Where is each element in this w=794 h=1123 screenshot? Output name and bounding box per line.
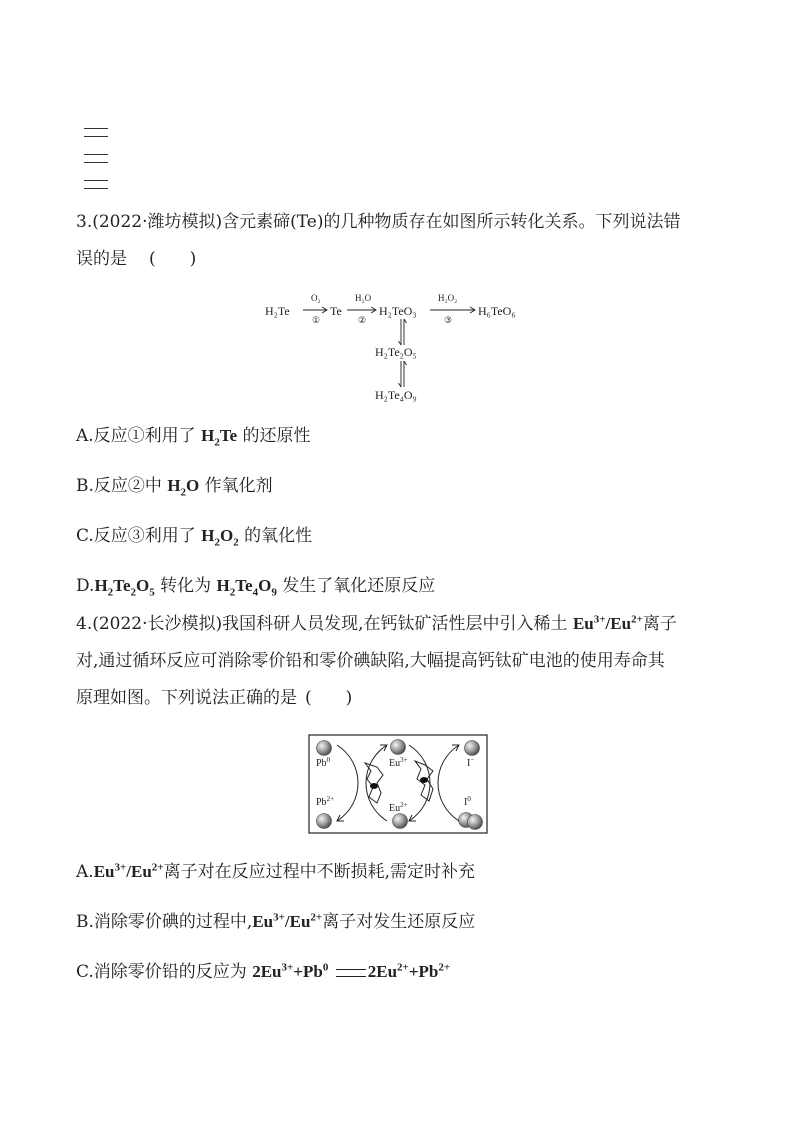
pb2-label: $Pb^{2+}$ bbox=[316, 795, 335, 808]
q3-option-a[interactable] bbox=[76, 424, 311, 448]
formula: +Pb bbox=[293, 962, 323, 981]
te-label: Te bbox=[330, 304, 342, 318]
equals-sign bbox=[336, 969, 366, 977]
decorative-bars bbox=[84, 128, 108, 206]
opt-text: C.反应③利用了 bbox=[76, 526, 202, 546]
formula: Eu bbox=[610, 614, 632, 633]
opt-text: A.反应①利用了 bbox=[76, 426, 202, 446]
question-3-stem bbox=[76, 204, 726, 278]
h2te4o9-label: H₂Te₄O₉ bbox=[375, 388, 417, 402]
formula: Eu bbox=[93, 862, 115, 881]
formula: Te bbox=[113, 576, 131, 595]
r1-number: ① bbox=[312, 315, 321, 325]
q4-option-b[interactable] bbox=[76, 910, 475, 934]
formula: H bbox=[216, 576, 230, 595]
r2-number: ② bbox=[358, 315, 367, 325]
stem-text: 离子 bbox=[642, 614, 677, 634]
formula: / bbox=[605, 614, 611, 633]
decor-bar bbox=[84, 154, 108, 163]
subscript: 2 bbox=[233, 536, 239, 549]
opt-text: 转化为 bbox=[154, 576, 217, 596]
opt-text: D. bbox=[76, 576, 95, 596]
q3-stem-line1: 3.(2022·潍坊模拟)含元素碲(Te)的几种物质存在如图所示转化关系。下列说法错 bbox=[76, 212, 681, 232]
q4-stem-line1 bbox=[76, 605, 726, 643]
subscript: 2 bbox=[107, 586, 114, 599]
q3-stem-text: 误的是 bbox=[76, 249, 127, 269]
subscript: 2 bbox=[130, 586, 136, 599]
formula: H bbox=[201, 426, 215, 445]
pb0-label: Pb$^0$ bbox=[316, 756, 331, 769]
opt-text: B.反应②中 bbox=[76, 476, 168, 496]
decor-bar bbox=[84, 128, 108, 137]
opt-text: B.消除零价碘的过程中, bbox=[76, 912, 253, 932]
q3-answer-paren: ( ) bbox=[149, 249, 197, 269]
formula: 2Eu bbox=[367, 962, 398, 981]
superscript: 3+ bbox=[273, 911, 285, 924]
opt-text: 的还原性 bbox=[237, 426, 311, 446]
formula: H bbox=[94, 576, 108, 595]
eu2-label: $Eu^{2+}$ bbox=[389, 801, 408, 814]
superscript: 3+ bbox=[281, 961, 294, 974]
formula: 2Eu bbox=[252, 962, 282, 981]
subscript: 2 bbox=[214, 536, 220, 549]
opt-text: 的氧化性 bbox=[238, 526, 313, 546]
opt-text: 离子对在反应过程中不断损耗,需定时补充 bbox=[163, 862, 475, 882]
formula: +Pb bbox=[408, 962, 439, 981]
decor-bar bbox=[84, 180, 108, 189]
tellurium-conversion-diagram bbox=[255, 288, 555, 403]
h2te-label: H₂Te bbox=[265, 304, 290, 318]
h2te2o5-label: H₂Te₂O₅ bbox=[375, 345, 417, 359]
eu2-ion bbox=[393, 814, 408, 829]
q3-option-c[interactable] bbox=[76, 524, 312, 548]
superscript: 2+ bbox=[631, 613, 643, 626]
formula: Te bbox=[219, 426, 238, 445]
formula: O bbox=[186, 476, 200, 495]
superscript: 2+ bbox=[310, 911, 323, 924]
subscript: 2 bbox=[180, 486, 187, 499]
q4-stem-line3 bbox=[76, 680, 726, 717]
opt-text: 发生了氧化还原反应 bbox=[276, 576, 436, 596]
formula: Eu bbox=[131, 862, 152, 881]
superscript: 0 bbox=[322, 961, 329, 974]
superscript: 3+ bbox=[114, 861, 127, 874]
formula: H bbox=[201, 526, 215, 545]
h6teo6-label: H₆TeO₆ bbox=[478, 304, 516, 318]
subscript: 4 bbox=[252, 586, 259, 599]
formula: O bbox=[136, 576, 150, 595]
superscript: 3+ bbox=[593, 613, 606, 626]
opt-text: 离子对发生还原反应 bbox=[322, 912, 476, 932]
formula: H bbox=[167, 476, 181, 495]
question-4-stem bbox=[76, 605, 726, 717]
formula: / bbox=[126, 862, 131, 881]
formula: Eu bbox=[252, 912, 274, 931]
subscript: 5 bbox=[149, 586, 155, 599]
europium-cycle-diagram bbox=[307, 733, 489, 835]
subscript: 9 bbox=[271, 586, 277, 599]
q4-answer-paren: ( ) bbox=[305, 688, 353, 708]
q3-stem-line2 bbox=[76, 241, 726, 278]
i0-label: $I^0$ bbox=[464, 795, 471, 808]
stem-text: 原理如图。下列说法正确的是 bbox=[76, 688, 297, 708]
q3-option-d[interactable] bbox=[76, 574, 435, 598]
formula: / bbox=[284, 912, 290, 931]
eu3-ion bbox=[391, 740, 406, 755]
molecule-core-left bbox=[370, 783, 378, 789]
r1-reagent: O₂ bbox=[311, 293, 321, 303]
formula: O bbox=[258, 576, 272, 595]
subscript: 2 bbox=[229, 586, 236, 599]
q4-stem-line2: 对,通过循环反应可消除零价铅和零价碘缺陷,大幅提高钙钛矿电池的使用寿命其 bbox=[76, 651, 665, 671]
pb2-ion bbox=[317, 814, 332, 829]
h2teo3-label: H₂TeO₃ bbox=[379, 304, 417, 318]
opt-text: C.消除零价铅的反应为 bbox=[76, 962, 253, 982]
superscript: 2+ bbox=[438, 961, 451, 974]
stem-text: 4.(2022·长沙模拟)我国科研人员发现,在钙钛矿活性层中引入稀土 bbox=[76, 614, 573, 634]
iminus-label: I− bbox=[467, 756, 475, 769]
opt-text: A. bbox=[76, 862, 94, 882]
pb0-atom bbox=[317, 741, 332, 756]
opt-text: 作氧化剂 bbox=[199, 476, 273, 496]
formula: Te bbox=[235, 576, 253, 595]
eu3-label: $Eu^{3+}$ bbox=[389, 756, 408, 769]
r2-reagent: H₂O bbox=[355, 293, 372, 303]
molecule-core-right bbox=[420, 777, 428, 783]
superscript: 2+ bbox=[151, 861, 164, 874]
q3-option-b[interactable] bbox=[76, 474, 273, 498]
formula: O bbox=[219, 526, 234, 545]
formula: Eu bbox=[289, 912, 311, 931]
formula: Eu bbox=[572, 614, 594, 633]
superscript: 2+ bbox=[397, 961, 409, 974]
i0-atom-2 bbox=[468, 815, 483, 830]
q4-option-a[interactable] bbox=[76, 860, 475, 884]
r3-reagent: H₂O₂ bbox=[438, 293, 458, 303]
iminus-ion bbox=[465, 741, 480, 756]
subscript: 2 bbox=[214, 436, 220, 449]
q4-option-c[interactable] bbox=[76, 960, 450, 984]
r3-number: ③ bbox=[444, 315, 453, 325]
